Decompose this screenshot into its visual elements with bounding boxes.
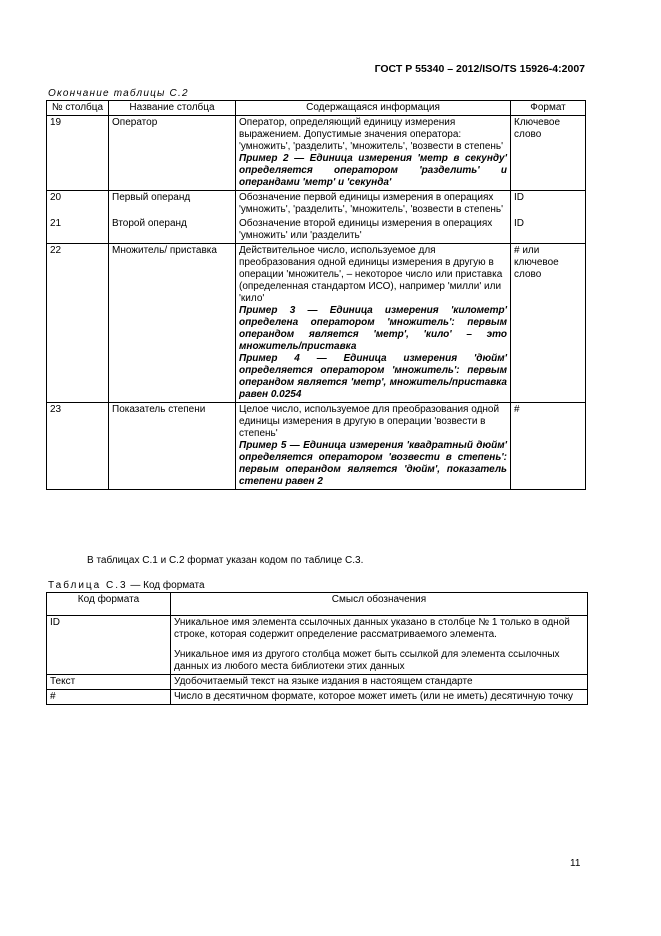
table-caption bbox=[48, 580, 205, 592]
example-text: Пример 5 — Единица измерения 'квадратный дюйм' определяется оператором 'возвести в степень': первым операндом является 'дюйм', показатель степени равен 2 bbox=[239, 440, 507, 487]
table-row bbox=[47, 217, 586, 244]
row-info: Действительное число, используемое для преобразования одной единицы измерения в другую в операции 'множитель', – некоторое число или приставка (определенная стандартом ИСО), например 'милли' или 'кило' Пример 3 — Единица измерения 'километр' определена оператором 'множитель': первым операндом является 'метр', 'кило' – это множитель/приставка Пример 4 — Единица измерения 'дюйм' определяется оператором 'множитель': первым операндом является 'метр', множитель/приставка равен 0.0254 bbox=[236, 244, 511, 403]
row-name: Первый операнд bbox=[109, 191, 236, 218]
column-header-number: № столбца bbox=[47, 101, 109, 116]
table-row bbox=[47, 616, 588, 675]
table-row bbox=[47, 191, 586, 218]
column-header-meaning: Смысл обозначения bbox=[171, 593, 588, 616]
caption-title: — Код формата bbox=[130, 580, 205, 591]
row-meaning: Удобочитаемый текст на языке издания в настоящем стандарте bbox=[171, 675, 588, 690]
row-name: Оператор bbox=[109, 116, 236, 191]
table-row bbox=[47, 690, 588, 705]
row-code: ID bbox=[47, 616, 171, 675]
example-text: Пример 4 — Единица измерения 'дюйм' определяется оператором 'множитель': первым операндом является 'метр', множитель/приставка равен 0.0254 bbox=[239, 353, 507, 400]
row-name: Второй операнд bbox=[109, 217, 236, 244]
row-info: Обозначение второй единицы измерения в операциях 'умножить' или 'разделить' bbox=[236, 217, 511, 244]
table-note: В таблицах С.1 и С.2 формат указан кодом по таблице С.3. bbox=[87, 555, 364, 566]
row-format: ID bbox=[511, 191, 586, 218]
caption-prefix: Таблица С.3 bbox=[48, 580, 128, 591]
example-text: Пример 3 — Единица измерения 'километр' определена оператором 'множитель': первым операндом является 'метр', 'кило' – это множитель/приставка bbox=[239, 305, 507, 352]
row-number: 19 bbox=[47, 116, 109, 191]
row-info: Обозначение первой единицы измерения в операциях 'умножить', 'разделить', 'множитель', 'возвести в степень' bbox=[236, 191, 511, 218]
page-number: 11 bbox=[570, 858, 581, 869]
row-format: # bbox=[511, 403, 586, 490]
row-format: Ключевое слово bbox=[511, 116, 586, 191]
table-row bbox=[47, 675, 588, 690]
table-caption: Окончание таблицы С.2 bbox=[48, 88, 189, 99]
table-row bbox=[47, 403, 586, 490]
row-info: Целое число, используемое для преобразования одной единицы измерения в другую в операции 'возвести в степень' Пример 5 — Единица измерения 'квадратный дюйм' определяется оператором 'возвести в степень': первым операндом является 'дюйм', показатель степени равен 2 bbox=[236, 403, 511, 490]
table-row bbox=[47, 244, 586, 403]
column-header-info: Содержащаяся информация bbox=[236, 101, 511, 116]
row-info: Оператор, определяющий единицу измерения выражением. Допустимые значения оператора: 'умножить', 'разделить', 'множитель', 'возвести в степень' Пример 2 — Единица измерения 'метр в секунду' определяется оператором 'разделить' и операндами 'метр' и 'секунда' bbox=[236, 116, 511, 191]
row-meaning: Число в десятичном формате, которое может иметь (или не иметь) десятичную точку bbox=[171, 690, 588, 705]
row-number: 22 bbox=[47, 244, 109, 403]
row-name: Множитель/ приставка bbox=[109, 244, 236, 403]
row-number: 23 bbox=[47, 403, 109, 490]
column-header-format: Формат bbox=[511, 101, 586, 116]
row-number: 21 bbox=[47, 217, 109, 244]
document-header: ГОСТ Р 55340 – 2012/ISO/TS 15926-4:2007 bbox=[374, 63, 585, 75]
column-header-name: Название столбца bbox=[109, 101, 236, 116]
units-table bbox=[46, 100, 586, 490]
row-number: 20 bbox=[47, 191, 109, 218]
column-header-code: Код формата bbox=[47, 593, 171, 616]
row-format: # или ключевое слово bbox=[511, 244, 586, 403]
format-code-table bbox=[46, 592, 588, 705]
row-meaning: Уникальное имя элемента ссылочных данных указано в столбце № 1 только в одной строке, которая содержит определение рассматриваемого элемента. Уникальное имя из другого столбца может быть ссылкой для элемента ссылочных данных из любого места библиотеки этих данных bbox=[171, 616, 588, 675]
row-name: Показатель степени bbox=[109, 403, 236, 490]
row-code: # bbox=[47, 690, 171, 705]
row-format: ID bbox=[511, 217, 586, 244]
table-row bbox=[47, 116, 586, 191]
example-text: Пример 2 — Единица измерения 'метр в секунду' определяется оператором 'разделить' и операндами 'метр' и 'секунда' bbox=[239, 153, 507, 188]
row-code: Текст bbox=[47, 675, 171, 690]
